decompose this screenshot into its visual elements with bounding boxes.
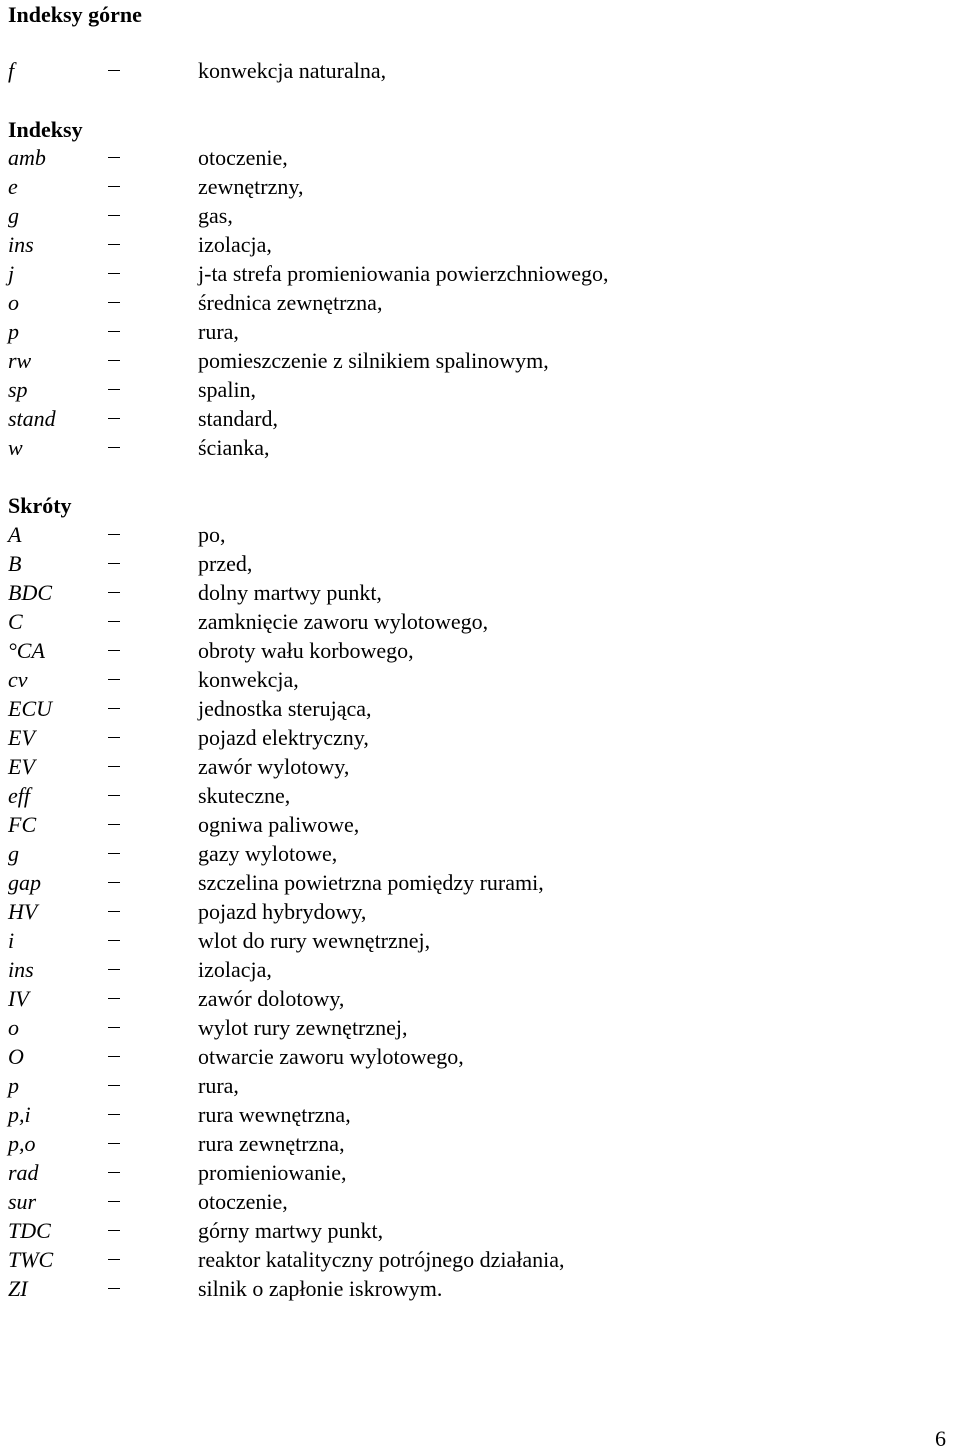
list-item	[0, 810, 960, 839]
dash-separator	[108, 302, 120, 303]
description: górny martwy punkt,	[198, 1218, 384, 1243]
description: zewnętrzny,	[198, 174, 304, 199]
symbol: ins	[8, 232, 34, 257]
symbol: ECU	[8, 696, 52, 721]
list-item	[0, 1042, 960, 1071]
symbol: FC	[8, 812, 37, 837]
description: ścianka,	[198, 435, 270, 460]
dash-separator	[108, 1056, 120, 1057]
list-item	[0, 694, 960, 723]
dash-separator	[108, 1143, 120, 1144]
symbol: BDC	[8, 580, 52, 605]
symbol: O	[8, 1044, 24, 1069]
list-item	[0, 897, 960, 926]
description: otoczenie,	[198, 1189, 288, 1214]
symbol: IV	[8, 986, 29, 1011]
list-item	[0, 230, 960, 259]
symbol: p	[8, 1073, 19, 1098]
description: wylot rury zewnętrznej,	[198, 1015, 408, 1040]
symbol: g	[8, 841, 19, 866]
dash-separator	[108, 563, 120, 564]
list-item	[0, 1013, 960, 1042]
symbol: TDC	[8, 1218, 51, 1243]
dash-separator	[108, 940, 120, 941]
dash-separator	[108, 70, 120, 71]
description: promieniowanie,	[198, 1160, 347, 1185]
list-item	[0, 317, 960, 346]
list-item	[0, 288, 960, 317]
list-item	[0, 839, 960, 868]
dash-separator	[108, 534, 120, 535]
dash-separator	[108, 1114, 120, 1115]
dash-separator	[108, 708, 120, 709]
abbreviations-heading: Skróty	[8, 493, 72, 518]
list-item	[0, 578, 960, 607]
symbol: A	[8, 522, 22, 547]
list-item	[0, 607, 960, 636]
list-item	[0, 955, 960, 984]
list-item	[0, 752, 960, 781]
symbol: °CA	[8, 638, 45, 663]
symbol: amb	[8, 145, 46, 170]
description: średnica zewnętrzna,	[198, 290, 383, 315]
list-item	[0, 143, 960, 172]
description: izolacja,	[198, 957, 272, 982]
list-item	[0, 723, 960, 752]
list-item	[0, 636, 960, 665]
symbol: TWC	[8, 1247, 54, 1272]
description: j-ta strefa promieniowania powierzchniowego,	[198, 261, 609, 286]
dash-separator	[108, 911, 120, 912]
list-item	[0, 665, 960, 694]
dash-separator	[108, 737, 120, 738]
list-item	[0, 1274, 960, 1303]
description: szczelina powietrzna pomiędzy rurami,	[198, 870, 544, 895]
symbol: o	[8, 290, 19, 315]
symbol: p	[8, 319, 19, 344]
subscripts-heading: Indeksy	[8, 117, 83, 142]
list-item	[0, 926, 960, 955]
dash-separator	[108, 186, 120, 187]
description: konwekcja naturalna,	[198, 58, 387, 83]
dash-separator	[108, 1230, 120, 1231]
dash-separator	[108, 998, 120, 999]
list-item	[0, 1100, 960, 1129]
list-item	[0, 404, 960, 433]
dash-separator	[108, 1027, 120, 1028]
list-item	[0, 375, 960, 404]
list-item	[0, 433, 960, 462]
dash-separator	[108, 824, 120, 825]
symbol: p,i	[8, 1102, 31, 1127]
dash-separator	[108, 592, 120, 593]
description: rura,	[198, 319, 239, 344]
description: po,	[198, 522, 226, 547]
dash-separator	[108, 679, 120, 680]
description: otwarcie zaworu wylotowego,	[198, 1044, 464, 1069]
list-item	[0, 201, 960, 230]
description: silnik o zapłonie iskrowym.	[198, 1276, 443, 1301]
dash-separator	[108, 157, 120, 158]
list-item	[0, 56, 960, 85]
list-item	[0, 1071, 960, 1100]
dash-separator	[108, 853, 120, 854]
description: konwekcja,	[198, 667, 299, 692]
dash-separator	[108, 273, 120, 274]
description: przed,	[198, 551, 253, 576]
description: pojazd elektryczny,	[198, 725, 369, 750]
dash-separator	[108, 766, 120, 767]
dash-separator	[108, 795, 120, 796]
list-item	[0, 1245, 960, 1274]
superscripts-heading: Indeksy górne	[8, 2, 142, 27]
list-item	[0, 1129, 960, 1158]
dash-separator	[108, 244, 120, 245]
symbol: EV	[8, 725, 35, 750]
dash-separator	[108, 389, 120, 390]
description: otoczenie,	[198, 145, 288, 170]
description: obroty wału korbowego,	[198, 638, 414, 663]
symbol: w	[8, 435, 23, 460]
list-item	[0, 781, 960, 810]
description: jednostka sterująca,	[198, 696, 372, 721]
symbol: rad	[8, 1160, 39, 1185]
list-item	[0, 520, 960, 549]
list-item	[0, 1216, 960, 1245]
description: zawór wylotowy,	[198, 754, 350, 779]
description: gazy wylotowe,	[198, 841, 338, 866]
dash-separator	[108, 969, 120, 970]
symbol: eff	[8, 783, 30, 808]
dash-separator	[108, 650, 120, 651]
dash-separator	[108, 1172, 120, 1173]
description: pomieszczenie z silnikiem spalinowym,	[198, 348, 549, 373]
symbol: sur	[8, 1189, 37, 1214]
dash-separator	[108, 447, 120, 448]
description: skuteczne,	[198, 783, 291, 808]
list-item	[0, 172, 960, 201]
dash-separator	[108, 1259, 120, 1260]
description: reaktor katalityczny potrójnego działania,	[198, 1247, 565, 1272]
symbol: e	[8, 174, 18, 199]
description: zawór dolotowy,	[198, 986, 345, 1011]
symbol: stand	[8, 406, 56, 431]
description: zamknięcie zaworu wylotowego,	[198, 609, 489, 634]
description: izolacja,	[198, 232, 272, 257]
description: ogniwa paliwowe,	[198, 812, 360, 837]
symbol: HV	[8, 899, 38, 924]
symbol: p,o	[8, 1131, 36, 1156]
symbol: i	[8, 928, 15, 953]
description: spalin,	[198, 377, 257, 402]
description: rura wewnętrzna,	[198, 1102, 351, 1127]
description: standard,	[198, 406, 279, 431]
description: dolny martwy punkt,	[198, 580, 382, 605]
description: rura,	[198, 1073, 239, 1098]
symbol: cv	[8, 667, 28, 692]
list-item	[0, 868, 960, 897]
symbol: EV	[8, 754, 35, 779]
symbol: ZI	[8, 1276, 28, 1301]
dash-separator	[108, 882, 120, 883]
description: rura zewnętrzna,	[198, 1131, 345, 1156]
description: wlot do rury wewnętrznej,	[198, 928, 431, 953]
symbol: ins	[8, 957, 34, 982]
symbol: B	[8, 551, 22, 576]
symbol: rw	[8, 348, 32, 373]
symbol: o	[8, 1015, 19, 1040]
list-item	[0, 549, 960, 578]
dash-separator	[108, 1201, 120, 1202]
symbol: sp	[8, 377, 28, 402]
symbol: j	[8, 261, 15, 286]
page-number: 6	[935, 1426, 946, 1451]
dash-separator	[108, 621, 120, 622]
dash-separator	[108, 360, 120, 361]
symbol: gap	[8, 870, 41, 895]
list-item	[0, 346, 960, 375]
dash-separator	[108, 215, 120, 216]
list-item	[0, 984, 960, 1013]
description: gas,	[198, 203, 233, 228]
dash-separator	[108, 1085, 120, 1086]
dash-separator	[108, 418, 120, 419]
symbol: C	[8, 609, 23, 634]
list-item	[0, 1187, 960, 1216]
description: pojazd hybrydowy,	[198, 899, 367, 924]
list-item	[0, 259, 960, 288]
dash-separator	[108, 1288, 120, 1289]
symbol: f	[8, 58, 15, 83]
list-item	[0, 1158, 960, 1187]
symbol: g	[8, 203, 19, 228]
dash-separator	[108, 331, 120, 332]
